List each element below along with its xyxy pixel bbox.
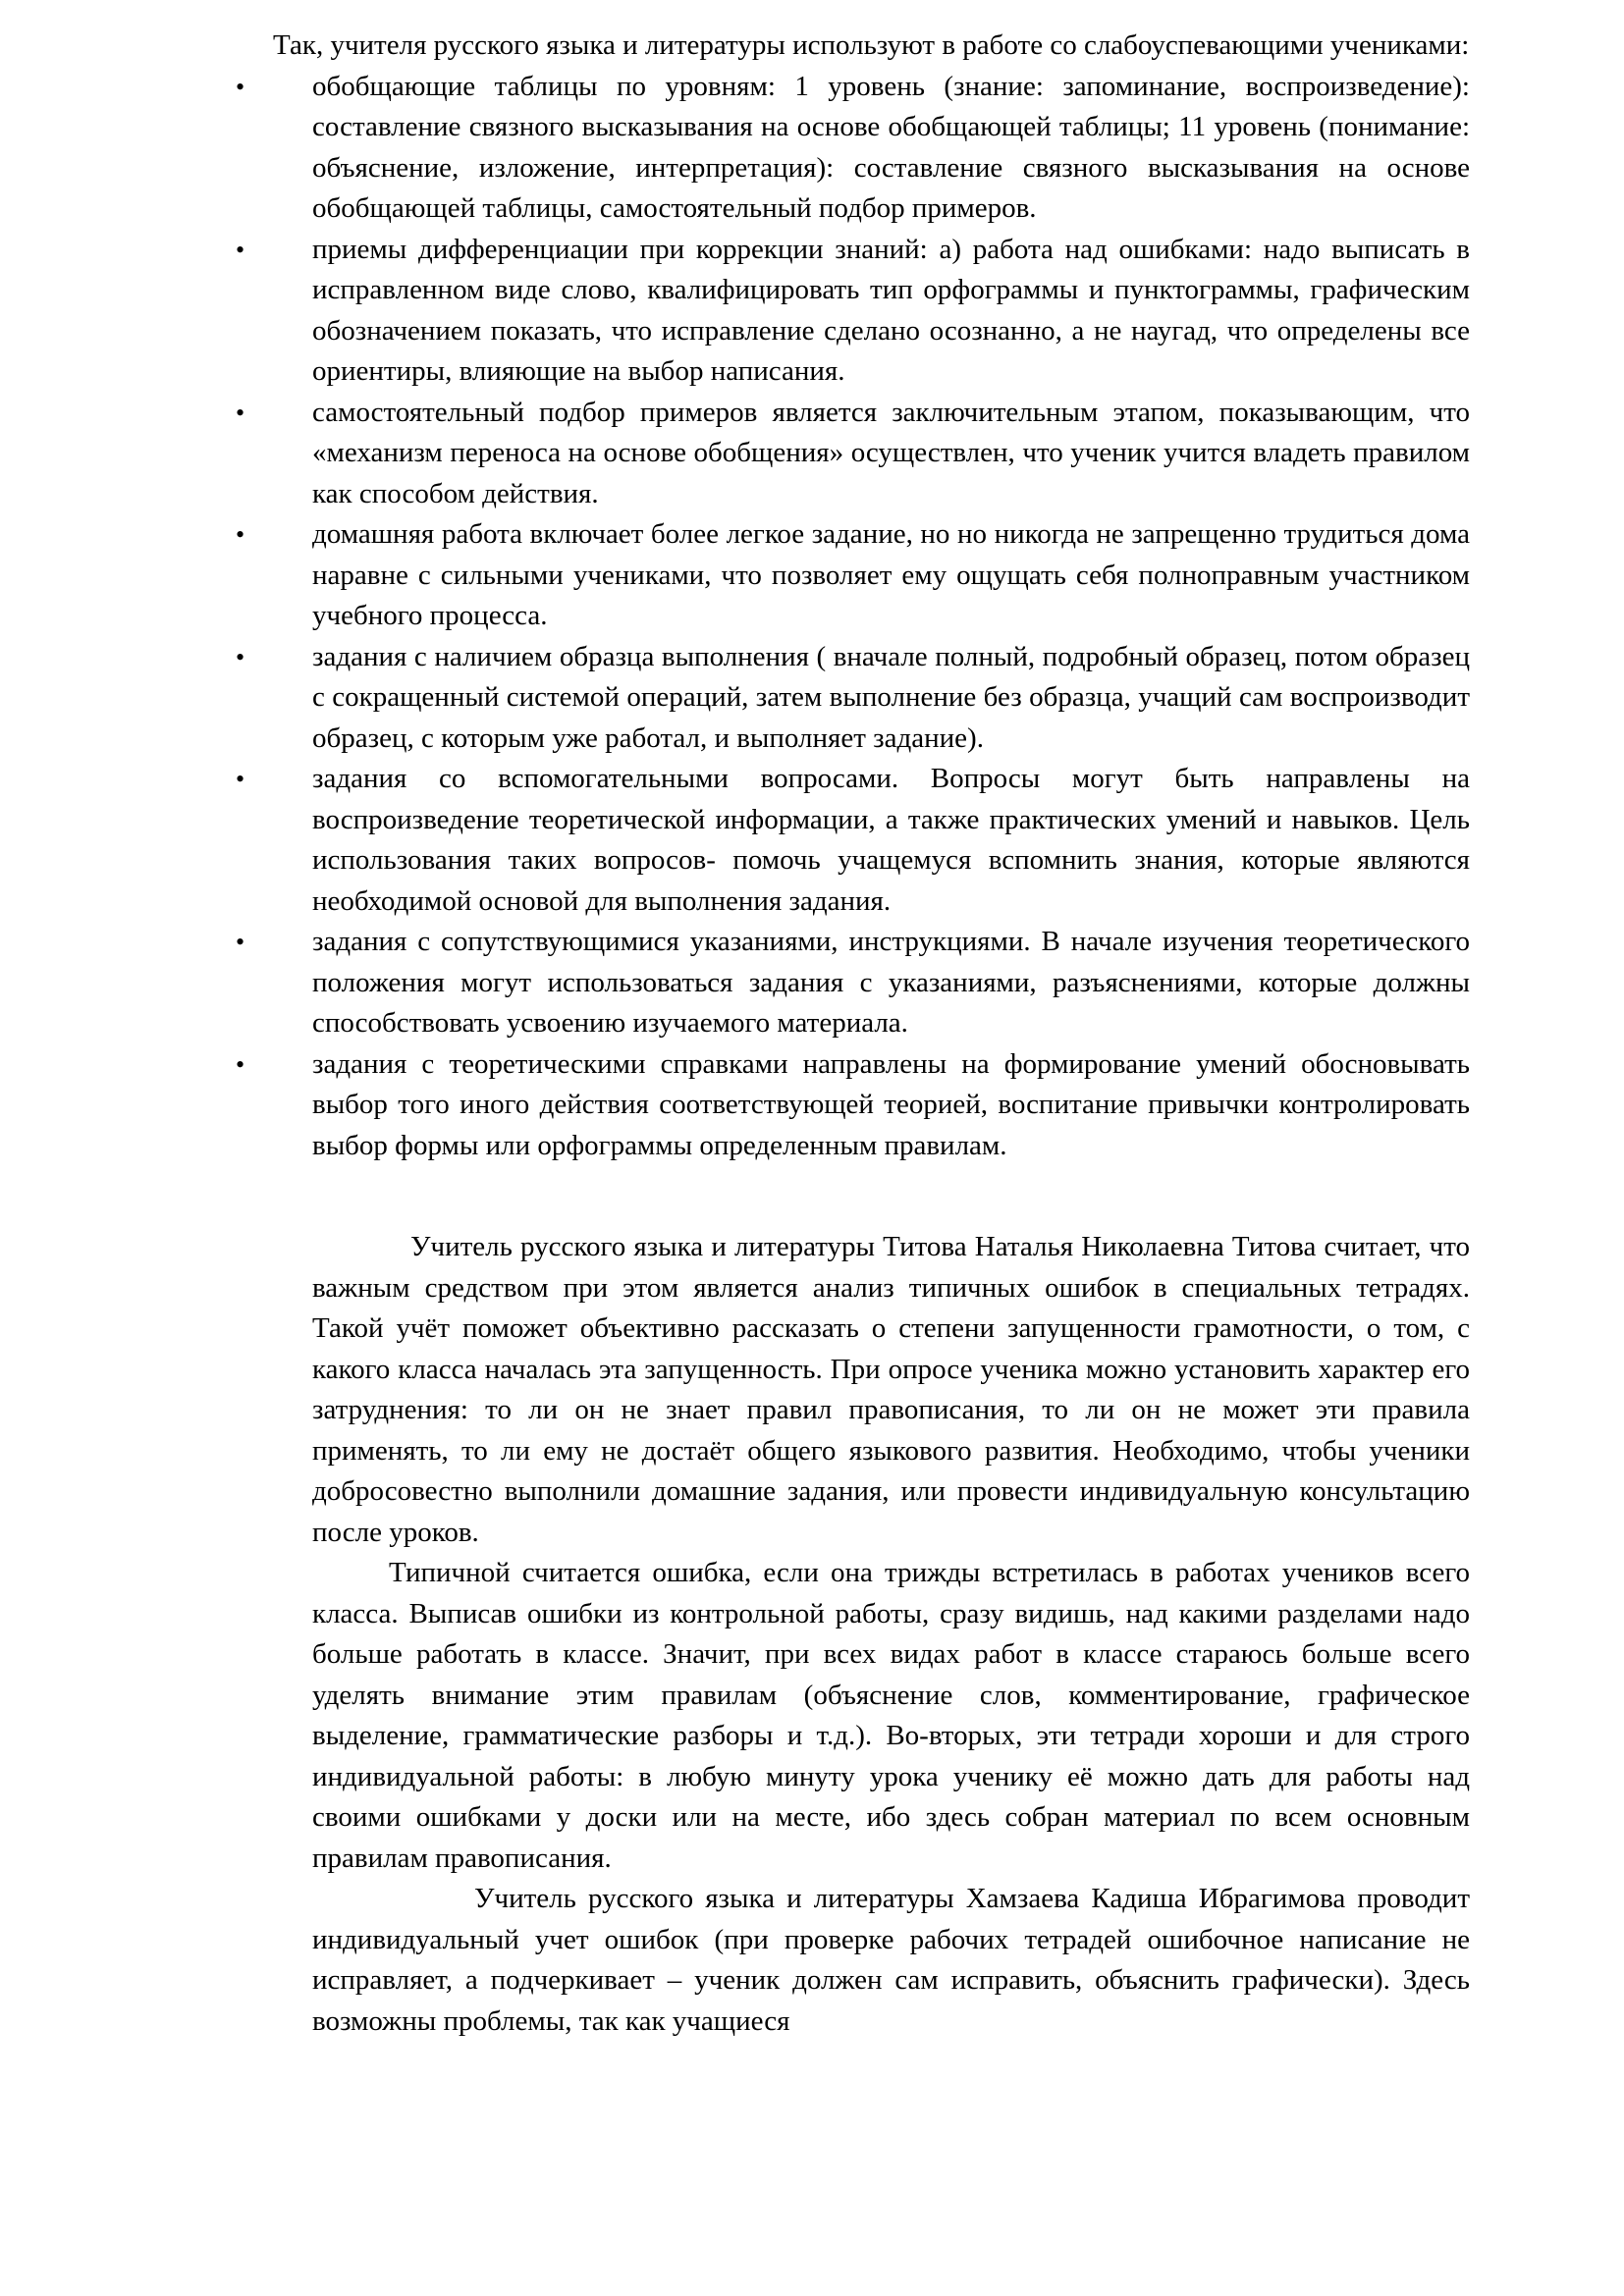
body-paragraph-typical-errors: Типичной считается ошибка, если она трижды встретилась в работах учеников всего класса. Выписав ошибки из контрольной работы, сразу видишь, над какими разделами надо больше работать в классе. Значит, при всех видах работ в классе стараюсь больше всего уделять внимание этим правилам (объяснение слов, комментирование, графическое выделение, грамматические разборы и т.д.). Во-вторых, эти тетради хороши и для строго индивидуальной работы: в любую минуту урока ученику её можно дать для работы над своими ошибками у доски или на месте, ибо здесь собран материал по всем основным правилам правописания. [312,1557,1470,1874]
bullet-item-text: домашняя работа включает более легкое задание, но но никогда не запрещенно трудиться дома наравне с сильными учениками, что позволяет ему ощущать себя полноправным участником учебного процесса. [312,518,1470,631]
intro-paragraph: Так, учителя русского языка и литературы используют в работе со слабоуспевающими учениками: [273,29,1470,61]
bullet-item-instructions [236,922,1470,1044]
bullet-item-generalizing-tables [236,67,1470,230]
bullet-item-text: задания с наличием образца выполнения ( вначале полный, подробный образец, потом образец с сокращенный системой операций, затем выполнение без образца, учащий сам воспроизводит образец, с которым уже работал, и выполняет задание). [312,640,1470,754]
bullet-item-text: самостоятельный подбор примеров является заключительным этапом, показывающим, что «механизм переноса на основе обобщения» осуществлен, что ученик учится владеть правилом как способом действия. [312,396,1470,509]
bullet-dot-icon: • [236,398,245,427]
bullet-dot-icon: • [236,765,245,793]
bullet-dot-icon: • [236,642,245,671]
bullet-dot-icon: • [236,72,245,101]
bullet-item-text: задания с теоретическими справками направлены на формирование умений обосновывать выбор того иного действия соответствующей теорией, воспитание привычки контролировать выбор формы или орфограммы определенным правилам. [312,1047,1470,1161]
bullet-item-differentiation-methods [236,230,1470,393]
bullet-item-theoretical-references [236,1044,1470,1167]
bullet-dot-icon: • [236,1049,245,1079]
bullet-dot-icon: • [236,928,245,956]
bullet-dot-icon: • [236,520,245,549]
bullet-item-homework [236,514,1470,637]
bullet-item-text: задания с сопутствующимися указаниями, инструкциями. В начале изучения теоретического положения могут использоваться задания с указаниями, разъяснениями, которые должны способствовать усвоению изучаемого материала. [312,926,1470,1039]
body-paragraph-titova: Учитель русского языка и литературы Титова Наталья Николаевна Титова считает, что важным средством при этом является анализ типичных ошибок в специальных тетрадях. Такой учёт поможет объективно рассказать о степени запущенности грамотности, о том, с какого класса началась эта запущенность. При опросе ученика можно установить характер его затруднения: то ли он не знает правил правописания, то ли он не может эти правила применять, то ли ему не достаёт общего языкового развития. Необходимо, чтобы ученики добросовестно выполнили домашние задания, или провести индивидуальную консультацию после уроков. [312,1231,1470,1548]
bullet-item-text: приемы дифференциации при коррекции знаний: а) работа над ошибками: надо выписать в исправленном виде слово, квалифицировать тип орфограммы и пунктограммы, графическим обозначением показать, что исправление сделано осознанно, а не наугад, что определены все ориентиры, влияющие на выбор написания. [312,233,1470,387]
body-paragraph-khamzaeva: Учитель русского языка и литературы Хамзаева Кадиша Ибрагимова проводит индивидуальный учет ошибок (при проверке рабочих тетрадей ошибочное написание не исправляет, а подчеркивает – ученик должен сам исправить, объяснить графически). Здесь возможны проблемы, так как учащиеся [312,1883,1470,2037]
bullet-list [0,67,1470,1167]
bullet-item-sample-tasks [236,637,1470,760]
bullet-item-text: задания со вспомогательными вопросами. Вопросы могут быть направлены на воспроизведение теоретической информации, а также практических умений и навыков. Цель использования таких вопросов- помочь учащемуся вспомнить знания, которые являются необходимой основой для выполнения задания. [312,763,1470,917]
bullet-item-text: обобщающие таблицы по уровням: 1 уровень (знание: запоминание, воспроизведение): составление связного высказывания на основе обобщающей таблицы; 11 уровень (понимание: объяснение, изложение, интерпретация): составление связного высказывания на основе обобщающей таблицы, самостоятельный подбор примеров. [312,70,1470,224]
bullet-item-independent-examples [236,393,1470,515]
bullet-dot-icon: • [236,235,245,264]
bullet-item-auxiliary-questions [236,759,1470,922]
